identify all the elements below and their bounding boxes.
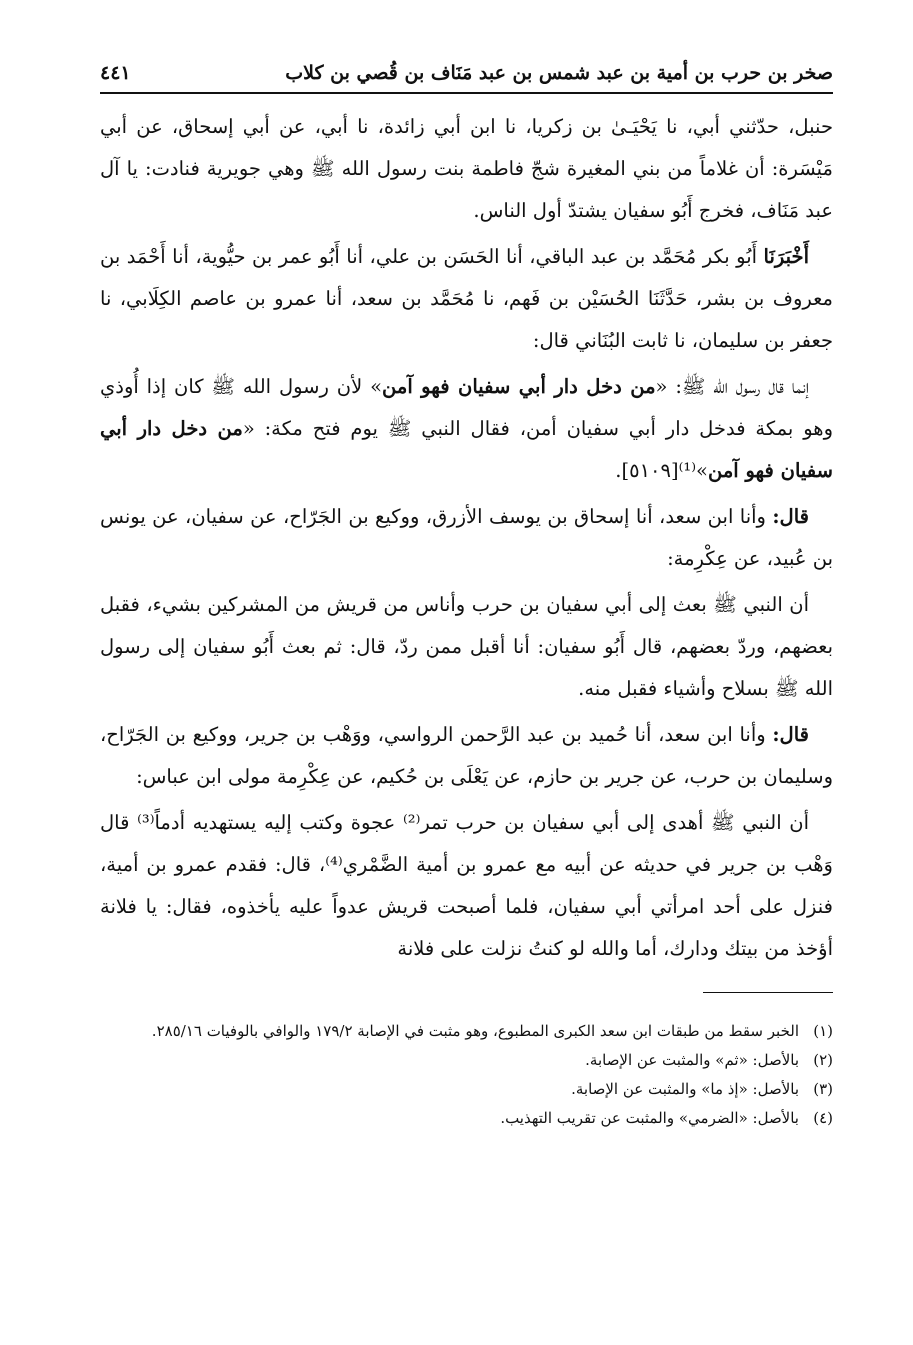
paragraph-6-text: وأنا ابن سعد، أنا حُميد بن عبد الرَّحمن الرواسي، ووَهْب بن جرير، ووكيع بن الجَرّاح، وسليمان بن حرب، عن جرير بن حازم، عن يَعْلَى بن حُكيم، عن عِكْرِمة مولى ابن عباس: [100, 723, 833, 788]
paragraph-2-text: أَبُو بكر مُحَمَّد بن عبد الباقي، أنا الحَسَن بن علي، أنا أَبُو عمر بن حيُّوية، أنا أَحْمَد بن معروف بن بشر، حَدَّثَنَا الحُسَيْن بن فَهم، نا مُحَمَّد بن سعد، أنا عمرو بن عاصم الكِلَابي، نا جعفر بن سليمان، نا ثابت البُنَاني قال: [100, 245, 833, 352]
paragraph-5: أن النبي ﷺ بعث إلى أبي سفيان بن حرب وأناس من قريش من المشركين بشيء، فقبل بعضهم، وردّ بعضهم، قال أَبُو سفيان: أنا أقبل ممن ردّ، قال: ثم بعث أَبُو سفيان إلى رسول الله ﷺ بسلاح وأشياء فقبل منه. [100, 593, 833, 700]
paragraph-4-text: وأنا ابن سعد، أنا إسحاق بن يوسف الأزرق، ووكيع بن الجَرّاح، عن سفيان، عن يونس بن عُبيد، عن عِكْرِمة: [100, 505, 833, 570]
footnote-number: (٤) [813, 1109, 833, 1127]
paragraph-3-part-a: إنما قال رسول الله ﷺ: « [655, 375, 809, 398]
paragraph-6-lead: قال: [772, 723, 809, 746]
footnote-4 [100, 1104, 833, 1133]
main-text [100, 106, 833, 970]
paragraph-6 [100, 714, 833, 798]
paragraph-3-part-e: »⁽¹⁾[٥١٠٩]. [615, 459, 708, 482]
footnote-1 [100, 1017, 833, 1046]
footnotes [100, 1017, 833, 1133]
running-header [100, 62, 833, 94]
paragraph-3-part-c: » لأن رسول الله ﷺ كان إذا أُوذي وهو بمكة فدخل دار أبي سفيان أمن، فقال النبي ﷺ يوم فتح مكة: « [100, 375, 833, 440]
paragraph-7: أن النبي ﷺ أهدى إلى أبي سفيان بن حرب تمر⁽²⁾ عجوة وكتب إليه يستهديه أدماً⁽³⁾ قال وَهْب بن جرير في حديثه عن أبيه مع عمرو بن أمية الضَّمْري⁽⁴⁾، قال: فقدم عمرو بن أمية، فنزل على أحد امرأتي أبي سفيان، فلما أصبحت قريش عدواً عليه يأخذوه، فقال: يا فلانة أؤخذ من بيتك ودارك، أما والله لو كنتُ نزلت على فلانة [100, 811, 833, 960]
paragraph-1: حنبل، حدّثني أبي، نا يَحْيَـىٰ بن زكريا، نا ابن أبي زائدة، نا أبي، عن أبي إسحاق، عن أبي مَيْسَرة: أن غلاماً من بني المغيرة شجّ فاطمة بنت رسول الله ﷺ وهي جويرية فنادت: يا آل عبد مَنَاف، فخرج أَبُو سفيان يشتدّ أول الناس. [100, 115, 833, 222]
footnote-divider [703, 992, 833, 993]
footnote-2 [100, 1046, 833, 1075]
footnote-number: (٣) [813, 1080, 833, 1098]
document-page [100, 62, 833, 1133]
page-number: ٤٤١ [100, 62, 131, 84]
footnote-number: (٢) [813, 1051, 833, 1069]
paragraph-2 [100, 236, 833, 362]
paragraph-4 [100, 496, 833, 580]
paragraph-3 [100, 366, 833, 492]
footnote-3 [100, 1075, 833, 1104]
footnote-number: (١) [813, 1022, 833, 1040]
footnote-text: الخبر سقط من طبقات ابن سعد الكبرى المطبوع، وهو مثبت في الإصابة ١٧٩/٢ والوافي بالوفيات ٢٨٥/١٦. [151, 1022, 799, 1040]
paragraph-2-lead: أَخْبَرَنَا [763, 245, 809, 268]
header-title: صخر بن حرب بن أمية بن عبد شمس بن عبد مَنَاف بن قُصي بن كلاب [285, 62, 833, 84]
footnote-text: بالأصل: «إذ ما» والمثبت عن الإصابة. [571, 1080, 799, 1098]
paragraph-3-quote-1: من دخل دار أبي سفيان فهو آمن [382, 375, 656, 398]
paragraph-3-quote-2: من دخل دار أبي سفيان فهو آمن [100, 417, 833, 482]
footnote-text: بالأصل: «ثم» والمثبت عن الإصابة. [585, 1051, 799, 1069]
paragraph-4-lead: قال: [772, 505, 809, 528]
footnote-text: بالأصل: «الضرمي» والمثبت عن تقريب التهذيب. [500, 1109, 799, 1127]
